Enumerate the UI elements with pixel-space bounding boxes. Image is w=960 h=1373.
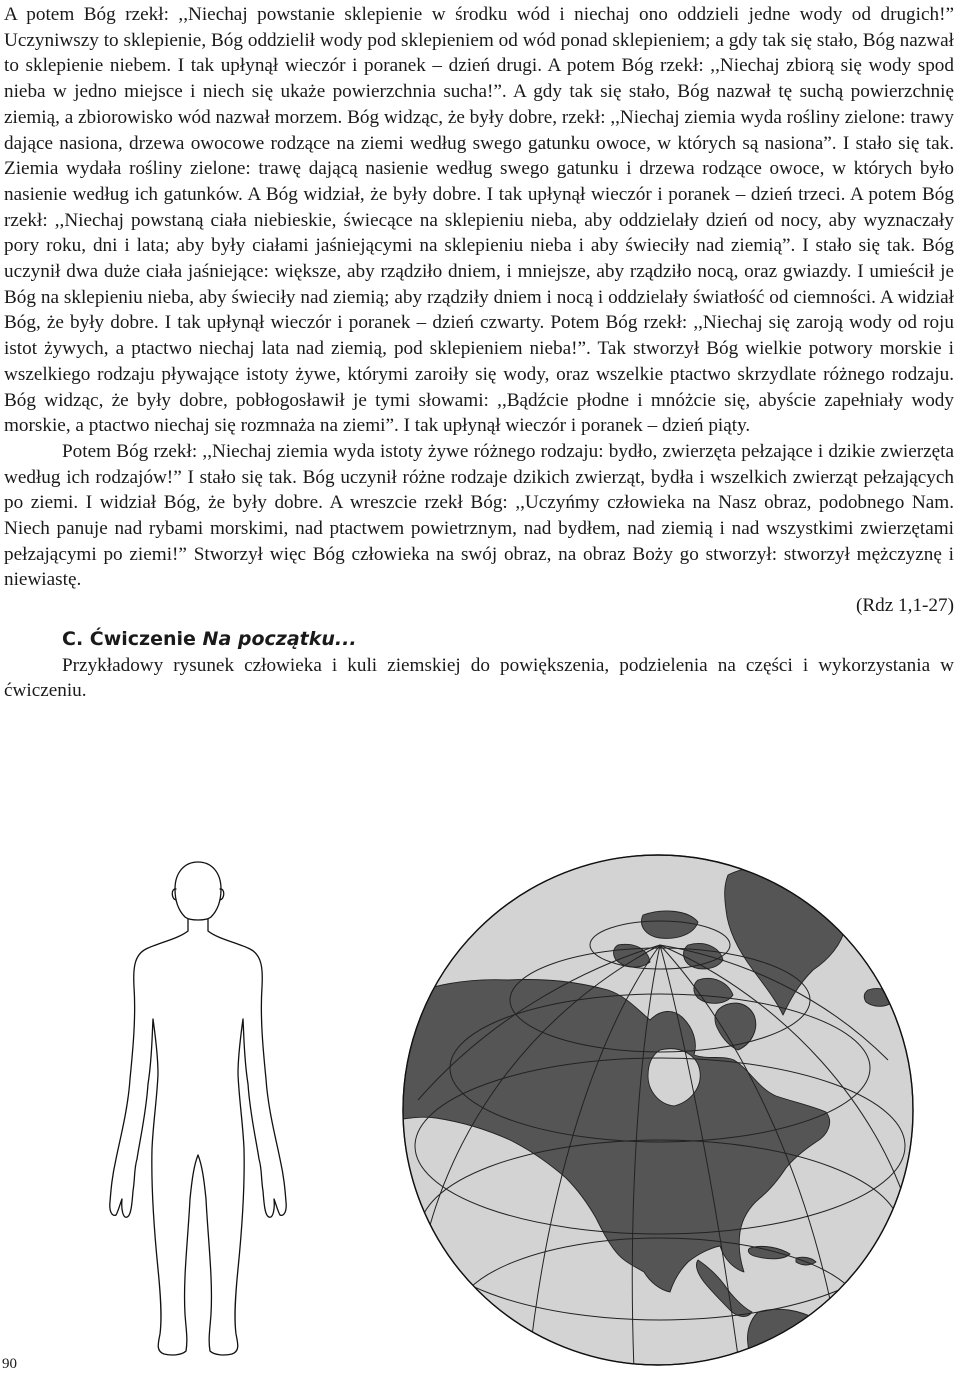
section-title: Na początku... <box>202 627 357 650</box>
section-heading <box>4 627 954 653</box>
genesis-paragraph-2: Potem Bóg rzekł: ,,Niechaj ziemia wyda istoty żywe różnego rodzaju: bydło, zwierzęta pełzające i dzikie zwierzęta według ich rodzajów!” I stało się tak. Bóg uczynił różne rodzaje dzikich zwierząt, bydła i wszelkich zwierząt pełzających po ziemi. I widział Bóg, że były dobre. A wreszcie rzekł Bóg: ,,Uczyńmy człowieka na Nasz obraz, podobnego Nam. Niech panuje nad rybami morskimi, nad ptactwem powietrznym, nad bydłem, nad ziemią i nad wszystkimi zwierzętami pełzającymi po ziemi!” Stworzył więc Bóg człowieka na swój obraz, na obraz Boży go stworzył: stworzył mężczyznę i niewiastę. <box>4 440 954 591</box>
globe-illustration <box>398 850 918 1370</box>
section-description: Przykładowy rysunek człowieka i kuli ziemskiej do powiększenia, podzielenia na części i wykorzystania w ćwiczeniu. <box>4 654 954 702</box>
section-label: C. Ćwiczenie <box>62 627 196 650</box>
human-body-outline <box>108 859 288 1359</box>
south-america-landmass <box>747 1309 870 1370</box>
page-text <box>4 2 954 704</box>
body-silhouette <box>110 919 286 1355</box>
genesis-paragraph-1: A potem Bóg rzekł: ,,Niechaj powstanie sklepienie w środku wód i niechaj ono oddzieli jedne wody od drugich!” Uczyniwszy to sklepienie, Bóg oddzielił wody pod sklepieniem od wód ponad sklepieniem; a gdy tak się stało, Bóg nazwał to sklepienie niebem. I tak upłynął wieczór i poranek – dzień drugi. A potem Bóg rzekł: ,,Niechaj zbiorą się wody spod nieba w jedno miejsce i niech się ukaże powierzchnia sucha!”. A gdy tak się stało, Bóg nazwał tę suchą powierzchnię ziemią, a zbiorowisko wód nazwał morzem. Bóg widząc, że były dobre, rzekł: ,,Niechaj ziemia wyda rośliny zielone: trawy dające nasiona, drzewa owocowe rodzące na ziemi według swego gatunku owoce, w których są nasiona”. I stało się tak. Ziemia wydała rośliny zielone: trawę dającą nasienie według swego gatunku i drzewa rodzące owoce, w których było nasienie według ich gatunków. A Bóg widział, że były dobre. I tak upłynął wieczór i poranek – dzień trzeci. A potem Bóg rzekł: ,,Niechaj powstaną ciała niebieskie, świecące na sklepieniu nieba, aby oddzielały dzień od nocy, aby wyznaczały pory roku, dni i lata; aby były ciałami jaśniejącymi na sklepieniu nieba i aby świeciły nad ziemią”. I stało się tak. Bóg uczynił dwa duże ciała jaśniejące: większe, aby rządziło dniem, i mniejsze, aby rządziło nocą, oraz gwiazdy. I umieścił je Bóg na sklepieniu nieba, aby świeciły nad ziemią; aby rządziły dniem i nocą i oddzielały światłość od ciemności. A widział Bóg, że były dobre. I tak upłynął wieczór i poranek – dzień czwarty. Potem Bóg rzekł: ,,Niechaj się zaroją wody od roju istot żywych, a ptactwo niechaj lata nad ziemią, pod sklepieniem nieba!”. Tak stworzył Bóg wielkie potwory morskie i wszelkiego rodzaju pływające istoty żywe, którymi zaroiły się wody, oraz wszelkie ptactwo skrzydlate różnego rodzaju. Bóg widząc, że były dobre, pobłogosławił je tymi słowami: ,,Bądźcie płodne i mnóżcie się, abyście zapełniały wody morskie, a ptactwo niechaj się rozmnaża na ziemi”. I tak upłynął wieczór i poranek – dzień piąty. <box>4 4 954 437</box>
head-outline <box>175 862 221 920</box>
page-number: 90 <box>2 1356 17 1372</box>
bible-citation: (Rdz 1,1-27) <box>855 595 954 617</box>
